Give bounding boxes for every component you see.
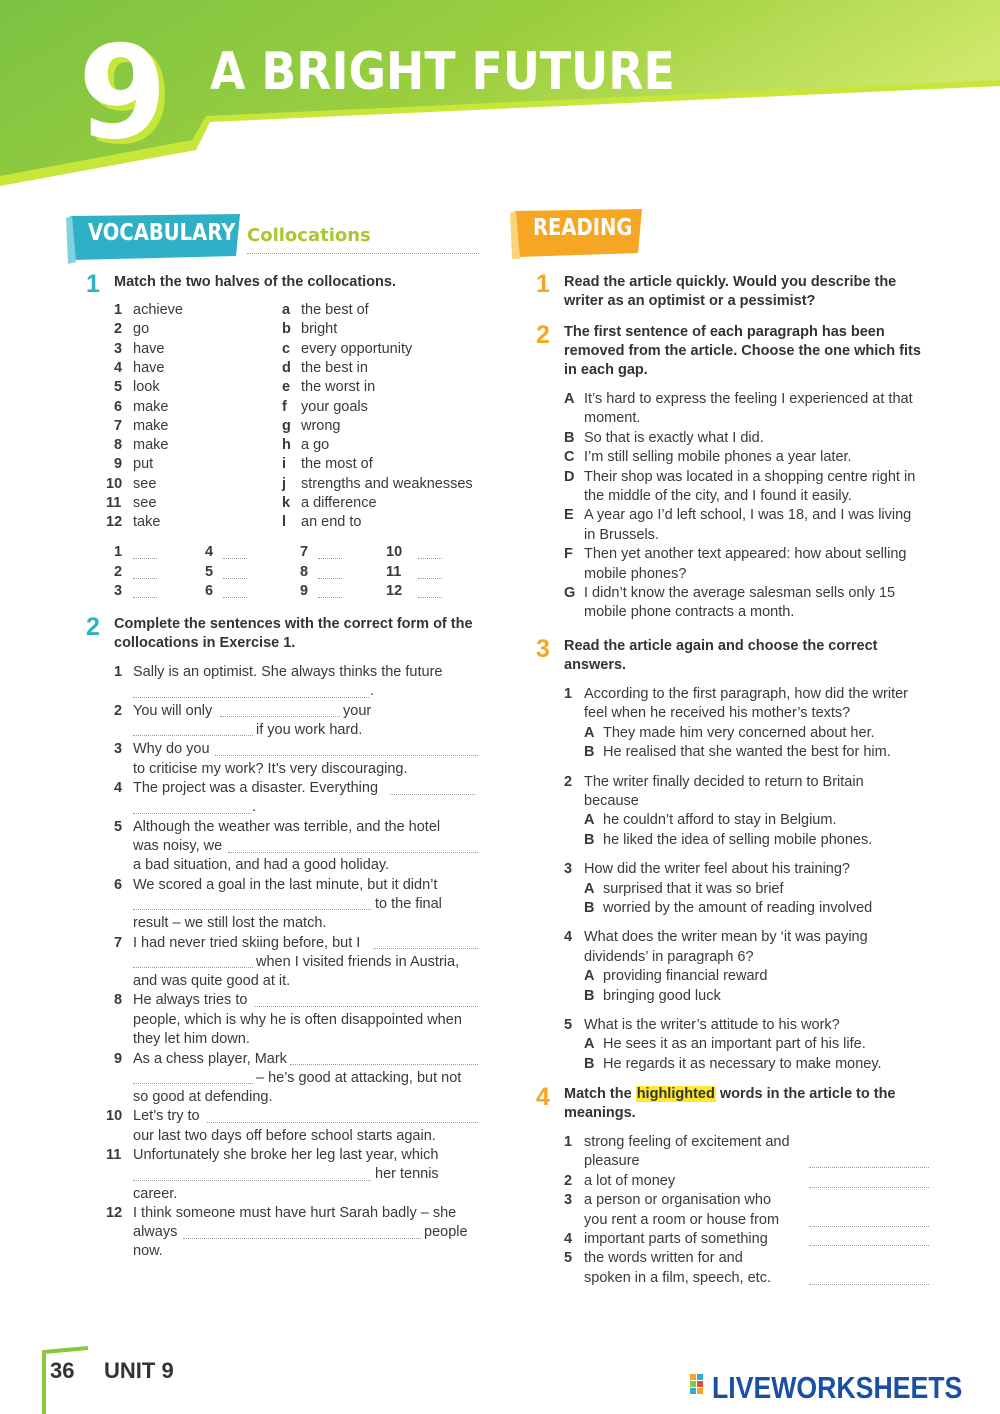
vocabulary-tab: VOCABULARY (88, 220, 236, 246)
answer-blank[interactable] (418, 597, 442, 598)
item-letter: d (282, 359, 291, 376)
exercise-instruction-line: answers. (564, 657, 627, 673)
question-text: because (584, 793, 639, 809)
option-text: mobile phones? (584, 565, 687, 582)
answer-option[interactable] (584, 1035, 866, 1054)
option-text: He realised that she wanted the best for him. (603, 744, 891, 761)
sentence-text: they let him down. (133, 1031, 250, 1047)
collocation-right: wrong (301, 417, 341, 434)
sentence-text: now. (133, 1243, 163, 1259)
sentence-text: to criticise my work? It’s very discouraging. (133, 761, 408, 777)
item-letter: e (282, 379, 291, 396)
sentence-text: your (343, 703, 372, 719)
option-text: the middle of the city, and I found it easily. (584, 488, 852, 504)
item-number: 12 (106, 514, 123, 531)
meaning-text: you rent a room or house from (584, 1211, 780, 1228)
answer-blank[interactable] (228, 852, 478, 853)
answer-blank[interactable] (215, 755, 478, 756)
item-number: 4 (114, 359, 123, 376)
question-text: According to the first paragraph, how did the writer (584, 686, 908, 702)
item-number: 10 (106, 1108, 123, 1124)
answer-option[interactable] (584, 743, 891, 762)
collocation-right: your goals (301, 398, 368, 415)
item-number: 2 (564, 1172, 573, 1189)
answer-number: 3 (114, 583, 123, 599)
instruction-text: words in the article to the (719, 1086, 896, 1102)
option-text: He sees it as an important part of his life. (603, 1036, 866, 1053)
option-letter-label: B (584, 1055, 595, 1072)
answer-number: 9 (300, 583, 309, 599)
option-text: I’m still selling mobile phones a year later. (584, 449, 852, 466)
collocation-right: strengths and weaknesses (301, 475, 473, 492)
liveworksheets-brand: LIVEWORKSHEETS (712, 1370, 963, 1405)
sentence-text: As a chess player, Mark (133, 1051, 287, 1067)
sentence-text: a bad situation, and had a good holiday. (133, 857, 390, 873)
answer-number: 7 (300, 544, 309, 560)
option-text: in Brussels. (584, 526, 659, 543)
option-text: bringing good luck (603, 987, 721, 1004)
option-text: worried by the amount of reading involved (603, 900, 873, 916)
reading-tab: READING (533, 215, 633, 241)
answer-blank[interactable] (133, 813, 251, 814)
answer-blank[interactable] (418, 558, 442, 559)
meaning-text: a person or organisation who (584, 1192, 772, 1209)
answer-number: 11 (386, 563, 402, 580)
answer-blank[interactable] (318, 558, 342, 559)
option-text: Then yet another text appeared: how about selling (584, 546, 907, 563)
option-text: he couldn’t afford to stay in Belgium. (603, 812, 837, 829)
sentence-text: to the final (375, 896, 442, 912)
collocation-left: see (133, 475, 157, 492)
option-letter-label: A (584, 880, 595, 897)
footer-unit-label: UNIT 9 (104, 1358, 174, 1383)
option-letter-label: A (584, 724, 595, 741)
exercise-instruction-line: collocations in Exercise 1. (114, 635, 296, 651)
exercise-instruction-line: Read the article quickly. Would you describe the (564, 274, 897, 290)
item-letter: k (282, 495, 291, 511)
collocation-left: make (133, 417, 169, 434)
vocabulary-subtitle: Collocations (247, 225, 371, 246)
collocation-left: look (133, 379, 160, 396)
sentence-text: and was quite good at it. (133, 973, 291, 989)
sentence-text: was noisy, we (133, 838, 223, 854)
answer-blank[interactable] (223, 558, 247, 559)
answer-blank[interactable] (183, 1238, 421, 1239)
option-letter-label: B (584, 831, 595, 848)
answer-blank[interactable] (373, 948, 478, 949)
answer-number: 5 (205, 563, 214, 580)
meaning-text: pleasure (584, 1153, 640, 1170)
collocation-right: every opportunity (301, 340, 413, 357)
answer-blank[interactable] (318, 578, 342, 579)
meaning-text: important parts of something (584, 1231, 768, 1247)
collocation-left: put (133, 456, 154, 473)
option-letter: F (564, 546, 573, 563)
answer-blank[interactable] (133, 578, 157, 579)
option-text: A year ago I’d left school, I was 18, and I was living (584, 507, 912, 524)
question-text: What does the writer mean by ‘it was paying (584, 929, 868, 946)
exercise-instruction: Match the two halves of the collocations. (114, 274, 396, 290)
answer-number: 2 (114, 563, 123, 580)
exercise-number: 1 (536, 270, 550, 298)
question-text: dividends’ in paragraph 6? (584, 948, 754, 965)
option-letter-label: B (584, 744, 595, 761)
sentence-text: – he’s good at attacking, but not (256, 1070, 462, 1086)
option-letter-label: B (584, 987, 595, 1004)
answer-option[interactable] (584, 831, 872, 850)
option-text: providing financial reward (603, 968, 768, 985)
item-number: 5 (564, 1250, 573, 1267)
item-number: 12 (106, 1205, 123, 1221)
item-number: 1 (114, 664, 123, 680)
answer-blank[interactable] (223, 578, 247, 579)
item-letter: g (282, 417, 291, 434)
answer-blank[interactable] (809, 1284, 929, 1285)
sentence-text: I had never tried skiing before, but I (133, 935, 361, 951)
answer-number: 1 (114, 544, 123, 560)
sentence-text: so good at defending. (133, 1089, 273, 1105)
collocation-left: have (133, 340, 165, 357)
sentence-text: career. (133, 1186, 178, 1202)
collocation-right: bright (301, 321, 338, 338)
collocation-right: the worst in (301, 379, 376, 396)
meaning-text: the words written for and (584, 1250, 743, 1267)
answer-blank[interactable] (418, 578, 442, 579)
answer-blank[interactable] (133, 558, 157, 559)
option-text: moment. (584, 410, 641, 427)
answer-blank[interactable] (809, 1187, 929, 1188)
liveworksheets-logo (690, 1372, 710, 1402)
question-number: 4 (564, 929, 573, 946)
item-number: 3 (564, 1192, 573, 1209)
answer-blank[interactable] (133, 697, 369, 698)
option-text: he liked the idea of selling mobile phones. (603, 831, 873, 848)
exercise-number: 2 (86, 613, 100, 641)
item-letter: l (282, 514, 287, 531)
answer-option[interactable] (584, 967, 767, 986)
page-number: 36 (50, 1358, 75, 1383)
item-letter: h (282, 437, 291, 454)
sentence-text: The project was a disaster. Everything (133, 780, 379, 796)
option-letter: C (564, 449, 575, 466)
item-number: 1 (564, 1134, 573, 1150)
sentence-text: people (424, 1224, 468, 1240)
item-letter: b (282, 321, 291, 338)
answer-number: 4 (205, 544, 214, 560)
item-letter: a (282, 302, 291, 318)
question-text: feel when he received his mother’s texts? (584, 705, 851, 722)
question-text: What is the writer’s attitude to his work? (584, 1017, 840, 1033)
sentence-text: Unfortunately she broke her leg last year, which (133, 1147, 439, 1163)
answer-number: 6 (205, 583, 214, 599)
item-letter: c (282, 340, 291, 357)
exercise-instruction-line: removed from the article. Choose the one which fits (564, 343, 921, 359)
exercise-number: 2 (536, 321, 550, 349)
answer-number: 12 (386, 583, 403, 599)
exercise-instruction-line: Read the article again and choose the correct (564, 638, 878, 654)
answer-blank[interactable] (809, 1245, 929, 1246)
option-letter-label: A (584, 968, 595, 985)
option-letter: B (564, 429, 575, 446)
answer-option[interactable] (584, 811, 836, 830)
answer-blank[interactable] (133, 1083, 253, 1084)
option-text: So that is exactly what I did. (584, 429, 764, 446)
sentence-text: her tennis (375, 1166, 439, 1182)
sentence-text: . (252, 799, 257, 815)
highlighted-word: highlighted (636, 1086, 715, 1102)
item-number: 3 (114, 741, 123, 757)
exercise-instruction-line: The first sentence of each paragraph has been (564, 324, 885, 340)
item-number: 4 (564, 1231, 573, 1247)
item-number: 6 (114, 398, 123, 415)
answer-blank[interactable] (133, 909, 371, 910)
item-number: 3 (114, 340, 123, 357)
answer-blank[interactable] (223, 597, 247, 598)
option-letter: A (564, 391, 575, 407)
unit-title: A BRIGHT FUTURE (210, 42, 675, 102)
item-number: 9 (114, 456, 123, 473)
item-number: 5 (114, 379, 123, 396)
sentence-text: always (133, 1224, 178, 1240)
option-letter-label: B (584, 900, 595, 916)
option-text: He regards it as necessary to make money. (603, 1055, 882, 1072)
exercise-instruction-line: meanings. (564, 1105, 636, 1121)
option-text: They made him very concerned about her. (603, 724, 875, 741)
sentence-text: when I visited friends in Austria, (256, 954, 460, 970)
option-text: Their shop was located in a shopping centre right in (584, 468, 916, 485)
answer-blank[interactable] (318, 597, 342, 598)
option-letter: E (564, 507, 574, 524)
collocation-right: a go (301, 437, 330, 454)
item-number: 11 (106, 1147, 122, 1163)
collocation-left: have (133, 359, 165, 376)
answer-option[interactable] (584, 1055, 882, 1074)
answer-number: 8 (300, 563, 309, 580)
item-number: 9 (114, 1051, 123, 1067)
exercise-number: 4 (536, 1083, 550, 1111)
item-number: 6 (114, 877, 123, 893)
meaning-text: strong feeling of excitement and (584, 1134, 790, 1150)
subtitle-rule (247, 253, 479, 254)
sentence-text: our last two days off before school starts again. (133, 1128, 436, 1144)
answer-option[interactable] (584, 724, 875, 743)
item-letter: j (282, 475, 287, 492)
item-number: 4 (114, 780, 123, 796)
option-text: It’s hard to express the feeling I experienced at that (584, 391, 913, 407)
answer-blank[interactable] (255, 1006, 478, 1007)
option-text: I didn’t know the average salesman sells only 15 (584, 585, 896, 601)
item-number: 5 (114, 819, 123, 835)
option-letter-label: A (584, 812, 595, 829)
answer-blank[interactable] (809, 1226, 929, 1227)
sentence-text: We scored a goal in the last minute, but it didn’t (133, 877, 438, 893)
collocation-right: the most of (301, 456, 373, 473)
option-text: mobile phone contracts a month. (584, 604, 795, 621)
question-number: 3 (564, 861, 573, 878)
item-number: 8 (114, 437, 123, 454)
exercise-instruction-line: writer as an optimist or a pessimist? (564, 293, 816, 309)
sentence-text: if you work hard. (256, 722, 363, 738)
answer-blank[interactable] (133, 735, 253, 736)
question-number: 5 (564, 1017, 573, 1033)
instruction-text: Match the (564, 1086, 632, 1102)
answer-blank[interactable] (133, 597, 157, 598)
option-letter: D (564, 468, 575, 485)
question-text: The writer finally decided to return to Britain (584, 773, 864, 790)
item-number: 7 (114, 935, 123, 951)
sentence-text: He always tries to (133, 992, 248, 1008)
collocation-right: the best in (301, 359, 368, 376)
collocation-right: an end to (301, 514, 362, 531)
question-number: 2 (564, 773, 573, 790)
meaning-text: spoken in a film, speech, etc. (584, 1269, 771, 1286)
exercise-instruction-line: Complete the sentences with the correct form of the (114, 616, 473, 632)
answer-number: 10 (386, 544, 403, 560)
collocation-left: make (133, 398, 169, 415)
sentence-text: people, which is why he is often disappointed when (133, 1012, 462, 1028)
sentence-text: You will only (133, 703, 213, 719)
answer-blank[interactable] (220, 716, 340, 717)
collocation-left: achieve (133, 302, 183, 318)
sentence-text: result – we still lost the match. (133, 915, 327, 931)
question-number: 1 (564, 686, 573, 702)
answer-option[interactable] (584, 880, 784, 899)
sentence-text: Let’s try to (133, 1108, 200, 1124)
collocation-left: take (133, 514, 161, 531)
option-letter-label: A (584, 1036, 595, 1053)
exercise-number: 3 (536, 635, 550, 663)
option-letter: G (564, 585, 576, 601)
exercise-instruction-line (564, 1085, 896, 1105)
collocation-left: make (133, 437, 169, 454)
answer-option[interactable] (584, 987, 721, 1006)
item-number: 10 (106, 475, 123, 492)
answer-option[interactable] (584, 899, 872, 918)
item-number: 7 (114, 417, 123, 434)
item-number: 1 (114, 302, 123, 318)
sentence-text: Why do you (133, 741, 210, 757)
item-number: 8 (114, 992, 123, 1008)
sentence-text: Although the weather was terrible, and the hotel (133, 819, 441, 835)
meaning-text: a lot of money (584, 1172, 676, 1189)
sentence-text: Sally is an optimist. She always thinks the future (133, 664, 443, 680)
exercise-number: 1 (86, 270, 100, 298)
answer-blank[interactable] (809, 1167, 929, 1168)
item-number: 2 (114, 321, 123, 338)
answer-blank[interactable] (290, 1064, 478, 1065)
item-letter: f (282, 398, 287, 415)
question-text: How did the writer feel about his training? (584, 861, 850, 878)
exercise-instruction-line: in each gap. (564, 362, 648, 378)
collocation-right: the best of (301, 302, 369, 318)
collocation-left: see (133, 495, 157, 511)
answer-blank[interactable] (207, 1122, 478, 1123)
answer-blank[interactable] (390, 794, 475, 795)
option-text: surprised that it was so brief (603, 880, 784, 897)
sentence-text: . (370, 683, 375, 699)
answer-blank[interactable] (133, 1180, 371, 1181)
answer-blank[interactable] (133, 967, 253, 968)
item-number: 2 (114, 703, 123, 719)
logo-side-text (690, 1372, 703, 1373)
collocation-left: go (133, 321, 150, 338)
unit-number: 9 (78, 19, 168, 168)
item-number: 11 (106, 495, 122, 511)
collocation-right: a difference (301, 495, 377, 511)
item-letter: i (282, 456, 287, 473)
sentence-text: I think someone must have hurt Sarah badly – she (133, 1205, 457, 1221)
